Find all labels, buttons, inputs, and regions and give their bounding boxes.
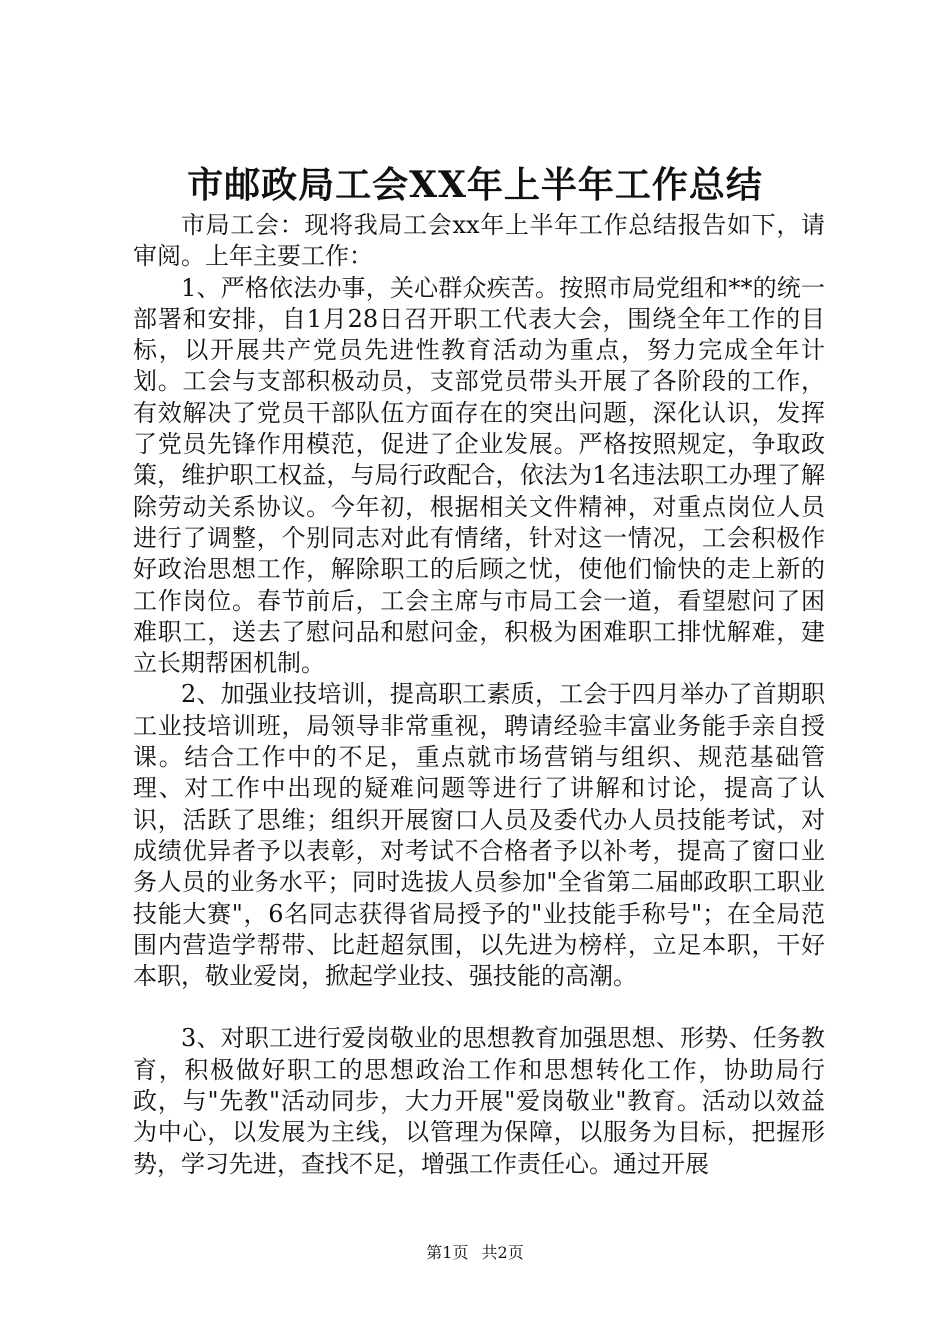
document-body [133, 210, 825, 1180]
paragraph-item-2: 2、加强业技培训，提高职工素质，工会于四月举办了首期职工业技培训班，局领导非常重视，聘请经验丰富业务能手亲自授课。结合工作中的不足，重点就市场营销与组织、规范基础管理、对工作中出现的疑难问题等进行了讲解和讨论，提高了认识，活跃了思维；组织开展窗口人员及委代办人员技能考试，对成绩优异者予以表彰，对考试不合格者予以补考，提高了窗口业务人员的业务水平；同时选拔人员参加"全省第二届邮政职工职业技能大赛"，6名同志获得省局授予的"业技能手称号"；在全局范围内营造学帮带、比赶超氛围，以先进为榜样，立足本职，干好本职，敬业爱岗，掀起学业技、强技能的高潮。 [133, 680, 825, 991]
document-title: 市邮政局工会XX年上半年工作总结 [187, 164, 763, 206]
page-number: 第1页 [426, 1243, 469, 1262]
page-total: 共2页 [481, 1243, 524, 1262]
paragraph-item-1: 1、严格依法办事，关心群众疾苦。按照市局党组和**的统一部署和安排，自1月28日召开职工代表大会，围绕全年工作的目标，以开展共产党员先进性教育活动为重点，努力完成全年计划。工会与支部积极动员，支部党员带头开展了各阶段的工作，有效解决了党员干部队伍方面存在的突出问题，深化认识，发挥了党员先锋作用模范，促进了企业发展。严格按照规定，争取政策，维护职工权益，与局行政配合，依法为1名违法职工办理了解除劳动关系协议。今年初，根据相关文件精神，对重点岗位人员进行了调整，个别同志对此有情绪，针对这一情况，工会积极作好政治思想工作，解除职工的后顾之忧，使他们愉快的走上新的工作岗位。春节前后，工会主席与市局工会一道，看望慰问了困难职工，送去了慰问品和慰问金，积极为困难职工排忧解难，建立长期帮困机制。 [133, 273, 825, 678]
page-footer [0, 1242, 950, 1264]
paragraph-intro: 市局工会：现将我局工会xx年上半年工作总结报告如下，请审阅。上年主要工作： [133, 211, 825, 271]
paragraph-item-3: 3、对职工进行爱岗敬业的思想教育加强思想、形势、任务教育，积极做好职工的思想政治工作和思想转化工作，协助局行政，与"先教"活动同步，大力开展"爱岗敬业"教育。活动以效益为中心，以发展为主线，以管理为保障，以服务为目标，把握形势，学习先进，查找不足，增强工作责任心。通过开展 [133, 1024, 825, 1178]
